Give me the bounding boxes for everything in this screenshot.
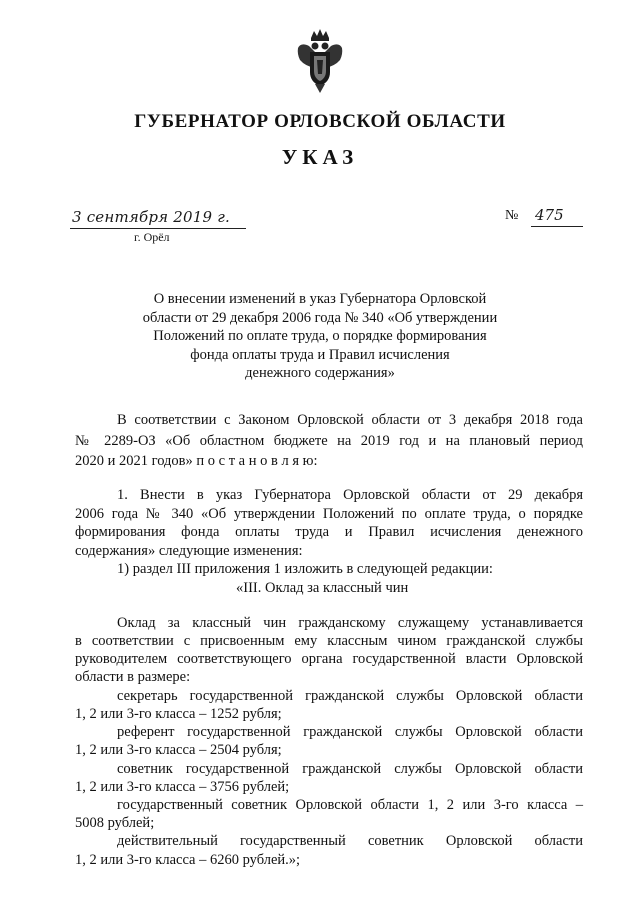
number-sign: №	[505, 208, 519, 223]
body-line: № 2289-ОЗ «Об областном бюджете на 2019 год и на плановый период	[75, 433, 583, 449]
salary-item: секретарь государственной гражданской службы Орловской области	[117, 688, 583, 704]
salary-item: государственный советник Орловской области 1, 2 или 3-го класса –	[117, 797, 583, 813]
coat-of-arms-icon	[295, 28, 345, 94]
salary-item: советник государственной гражданской службы Орловской области	[117, 761, 583, 777]
body-line: в соответствии с присвоенным ему классным чином гражданской службы	[75, 633, 583, 649]
salary-item: референт государственной гражданской службы Орловской области	[117, 724, 583, 740]
salary-item: 1, 2 или 3-го класса – 3756 рублей;	[75, 779, 290, 795]
body-line: В соответствии с Законом Орловской области от 3 декабря 2018 года	[117, 412, 583, 428]
salary-item: 5008 рублей;	[75, 815, 155, 831]
subject-line: денежного содержания»	[245, 365, 395, 382]
salary-item: 1, 2 или 3-го класса – 2504 рубля;	[75, 742, 282, 758]
decree-subject	[130, 290, 510, 383]
salary-item: 1, 2 или 3-го класса – 6260 рублей.»;	[75, 852, 301, 868]
number-field	[531, 206, 583, 227]
subject-line: области от 29 декабря 2006 года № 340 «Об утверждении	[142, 309, 498, 326]
body-line: формирования фонда оплаты труда и Правил исчисления денежного	[75, 524, 583, 540]
document-type: УКАЗ	[281, 145, 359, 169]
section-heading: «III. Оклад за классный чин	[236, 580, 409, 596]
body-line: 1. Внести в указ Губернатора Орловской области от 29 декабря	[117, 487, 583, 503]
city-of-issue: г. Орёл	[134, 230, 170, 244]
handwritten-date: 3 сентября 2019 г.	[72, 208, 230, 226]
subject-line: фонда оплаты труда и Правил исчисления	[190, 346, 450, 363]
body-line: содержания» следующие изменения:	[75, 543, 303, 559]
salary-item: 1, 2 или 3-го класса – 1252 рубля;	[75, 706, 282, 722]
subject-line: Положений по оплате труда, о порядке формирования	[153, 328, 487, 345]
date-field	[70, 208, 246, 229]
body-line: 2020 и 2021 годов» п о с т а н о в л я ю:	[75, 453, 318, 469]
issuing-authority: ГУБЕРНАТОР ОРЛОВСКОЙ ОБЛАСТИ	[134, 111, 506, 132]
body-line: области в размере:	[75, 669, 191, 685]
subject-line: О внесении изменений в указ Губернатора Орловской	[153, 291, 487, 307]
body-line: 2006 года № 340 «Об утверждении Положений по оплате труда, о порядке	[75, 506, 583, 522]
body-line: Оклад за классный чин гражданскому служащему устанавливается	[117, 615, 583, 631]
body-line: 1) раздел III приложения 1 изложить в следующей редакции:	[117, 561, 493, 577]
salary-item: действительный государственный советник Орловской области	[117, 833, 583, 849]
body-line: руководителем соответствующего органа государственной власти Орловской	[75, 651, 583, 667]
handwritten-number: 475	[535, 206, 564, 224]
